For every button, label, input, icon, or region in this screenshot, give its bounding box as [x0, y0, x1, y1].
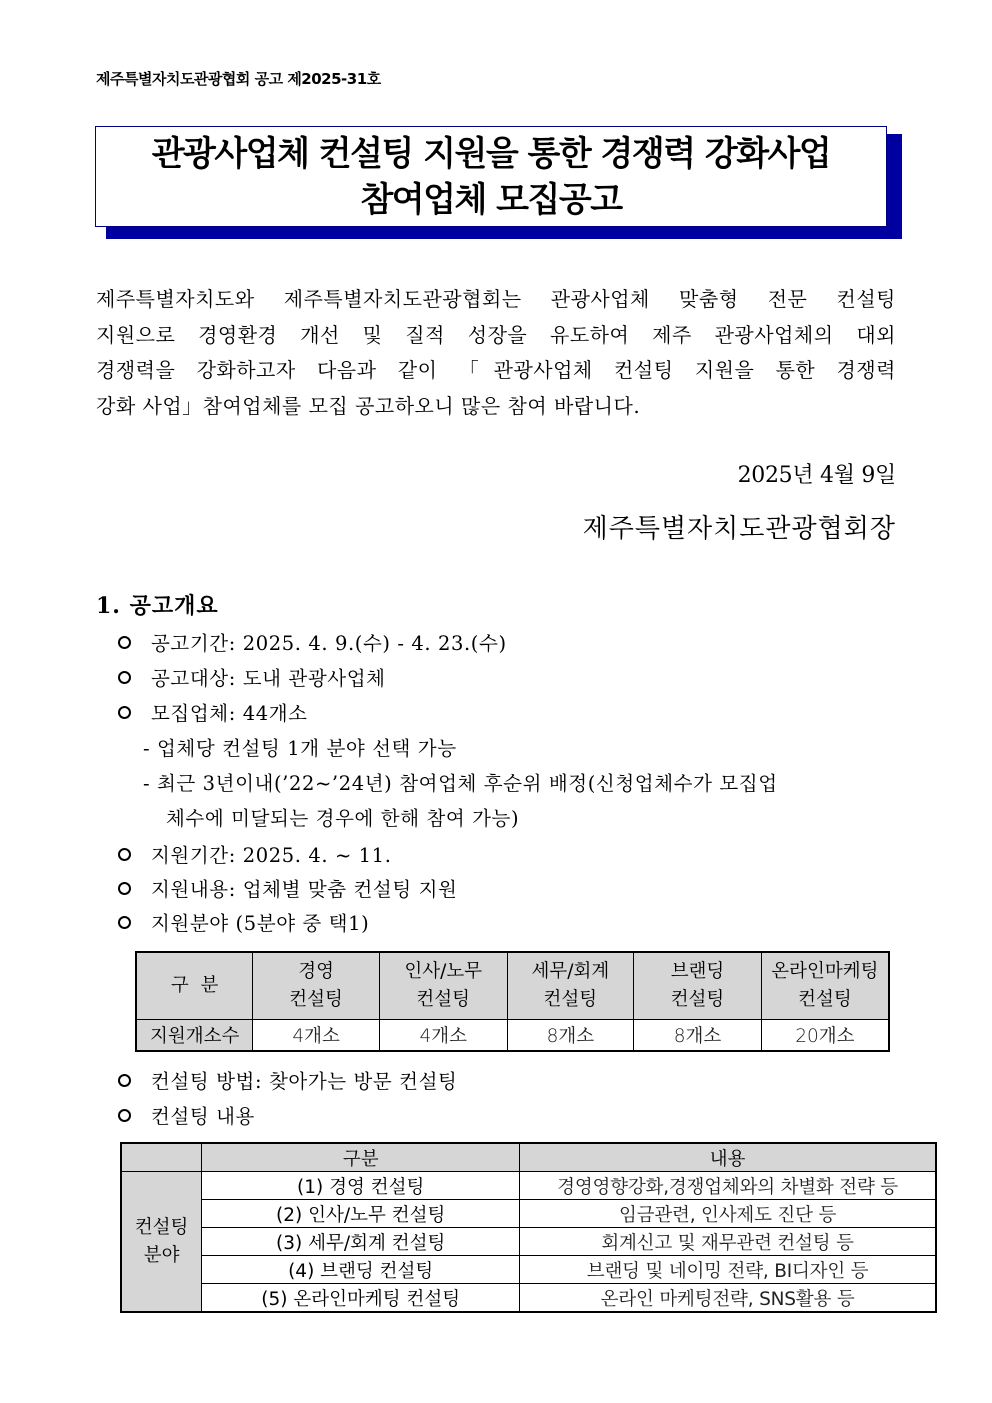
bullet-text: 컨설팅 방법: 찾아가는 방문 컨설팅	[151, 1070, 458, 1093]
table-header-row	[121, 1143, 936, 1172]
table-row	[136, 1020, 889, 1052]
category-line: 분야	[143, 1244, 180, 1266]
header-cell	[634, 952, 762, 1020]
table-cell: 8개소	[507, 1020, 634, 1052]
notice-number: 제주특별자치도관광협회 공고 제2025-31호	[96, 70, 381, 88]
header-cell	[379, 952, 507, 1020]
content-cell: 브랜딩 및 네이밍 전략, BI디자인 등	[520, 1256, 936, 1284]
header-line: 컨설팅	[416, 989, 471, 1010]
title-box	[95, 126, 887, 227]
bullet-item	[118, 663, 386, 691]
circle-bullet-icon	[118, 706, 131, 719]
bullet-text: 공고기간: 2025. 4. 9.(수) - 4. 23.(수)	[151, 632, 507, 655]
bullet-text: 모집업체: 44개소	[151, 702, 308, 725]
table-cell: 20개소	[761, 1020, 889, 1052]
circle-bullet-icon	[118, 1109, 131, 1122]
field-cell: (2) 인사/노무 컨설팅	[202, 1200, 520, 1228]
section-heading: 1. 공고개요	[96, 593, 219, 619]
support-field-table	[135, 951, 890, 1052]
sub-item-continuation: 체수에 미달되는 경우에 한해 참여 가능)	[166, 807, 520, 830]
header-cell: 내용	[520, 1143, 936, 1172]
table-cell: 4개소	[253, 1020, 380, 1052]
bullet-text: 공고대상: 도내 관광사업체	[151, 667, 386, 690]
page-title-line-1: 관광사업체 컨설팅 지원을 통한 경쟁력 강화사업	[151, 133, 831, 174]
header-line: 컨설팅	[798, 989, 852, 1010]
notice-date: 2025년 4월 9일	[737, 463, 896, 488]
sub-item: - 업체당 컨설팅 1개 분야 선택 가능	[143, 737, 457, 760]
table-header-row	[136, 952, 889, 1020]
field-cell: (3) 세무/회계 컨설팅	[202, 1228, 520, 1256]
bullet-text: 컨설팅 내용	[151, 1105, 255, 1128]
table-row	[121, 1228, 936, 1256]
category-line: 컨설팅	[134, 1216, 189, 1238]
bullet-item	[118, 840, 392, 868]
row-header-cell: 지원개소수	[136, 1020, 253, 1052]
header-line: 인사/노무	[404, 961, 483, 982]
category-cell	[121, 1172, 202, 1313]
issuer-signature: 제주특별자치도관광협회장	[582, 514, 896, 544]
header-line: 브랜딩	[670, 961, 725, 982]
table-cell: 8개소	[634, 1020, 762, 1052]
header-cell: 구 분	[136, 952, 253, 1020]
intro-line: 지원으로 경영환경 개선 및 질적 성장을 유도하여 제주 관광사업체의 대외	[96, 322, 896, 347]
content-cell: 회계신고 및 재무관련 컨설팅 등	[520, 1228, 936, 1256]
header-line: 세무/회계	[531, 961, 610, 982]
intro-line: 제주특별자치도와 제주특별자치도관광협회는 관광사업체 맞춤형 전문 컨설팅	[96, 287, 896, 311]
header-line: 경영	[298, 961, 334, 982]
header-cell	[121, 1143, 202, 1172]
table-cell: 4개소	[379, 1020, 507, 1052]
circle-bullet-icon	[118, 636, 131, 649]
content-cell: 임금관련, 인사제도 진단 등	[520, 1200, 936, 1228]
circle-bullet-icon	[118, 671, 131, 684]
header-line: 온라인마케팅	[771, 961, 879, 982]
bullet-item	[118, 628, 507, 656]
bullet-item	[118, 908, 369, 936]
intro-paragraph	[96, 282, 896, 424]
circle-bullet-icon	[118, 1074, 131, 1087]
table-row	[121, 1284, 936, 1313]
bullet-text: 지원내용: 업체별 맞춤 컨설팅 지원	[151, 878, 458, 901]
circle-bullet-icon	[118, 882, 131, 895]
circle-bullet-icon	[118, 848, 131, 861]
bullet-item	[118, 874, 457, 902]
field-cell: (5) 온라인마케팅 컨설팅	[202, 1284, 520, 1313]
bullet-text: 지원기간: 2025. 4. ~ 11.	[151, 844, 392, 867]
bullet-item	[118, 1101, 255, 1129]
header-cell	[253, 952, 380, 1020]
sub-item: - 최근 3년이내(’22~’24년) 참여업체 후순위 배정(신청업체수가 모집업	[143, 772, 778, 795]
header-line: 컨설팅	[289, 989, 343, 1010]
table-row	[121, 1200, 936, 1228]
page-title-line-2: 참여업체 모집공고	[360, 179, 622, 220]
bullet-text: 지원분야 (5분야 중 택1)	[151, 912, 370, 935]
table-row	[121, 1172, 936, 1200]
circle-bullet-icon	[118, 916, 131, 929]
bullet-item	[118, 698, 308, 726]
content-cell: 온라인 마케팅전략, SNS활용 등	[520, 1284, 936, 1313]
table-row	[121, 1256, 936, 1284]
field-cell: (1) 경영 컨설팅	[202, 1172, 520, 1200]
header-cell	[507, 952, 634, 1020]
header-cell	[761, 952, 889, 1020]
header-line: 컨설팅	[543, 989, 598, 1010]
consulting-content-table	[120, 1142, 937, 1313]
intro-line: 강화 사업」참여업체를 모집 공고하오니 많은 참여 바랍니다.	[96, 393, 641, 418]
content-cell: 경영영향강화,경쟁업체와의 차별화 전략 등	[520, 1172, 936, 1200]
field-cell: (4) 브랜딩 컨설팅	[202, 1256, 520, 1284]
header-cell: 구분	[202, 1143, 520, 1172]
bullet-item	[118, 1066, 457, 1094]
intro-line: 경쟁력을 강화하고자 다음과 같이 「관광사업체 컨설팅 지원을 통한 경쟁력	[96, 358, 896, 382]
header-line: 컨설팅	[670, 989, 725, 1010]
